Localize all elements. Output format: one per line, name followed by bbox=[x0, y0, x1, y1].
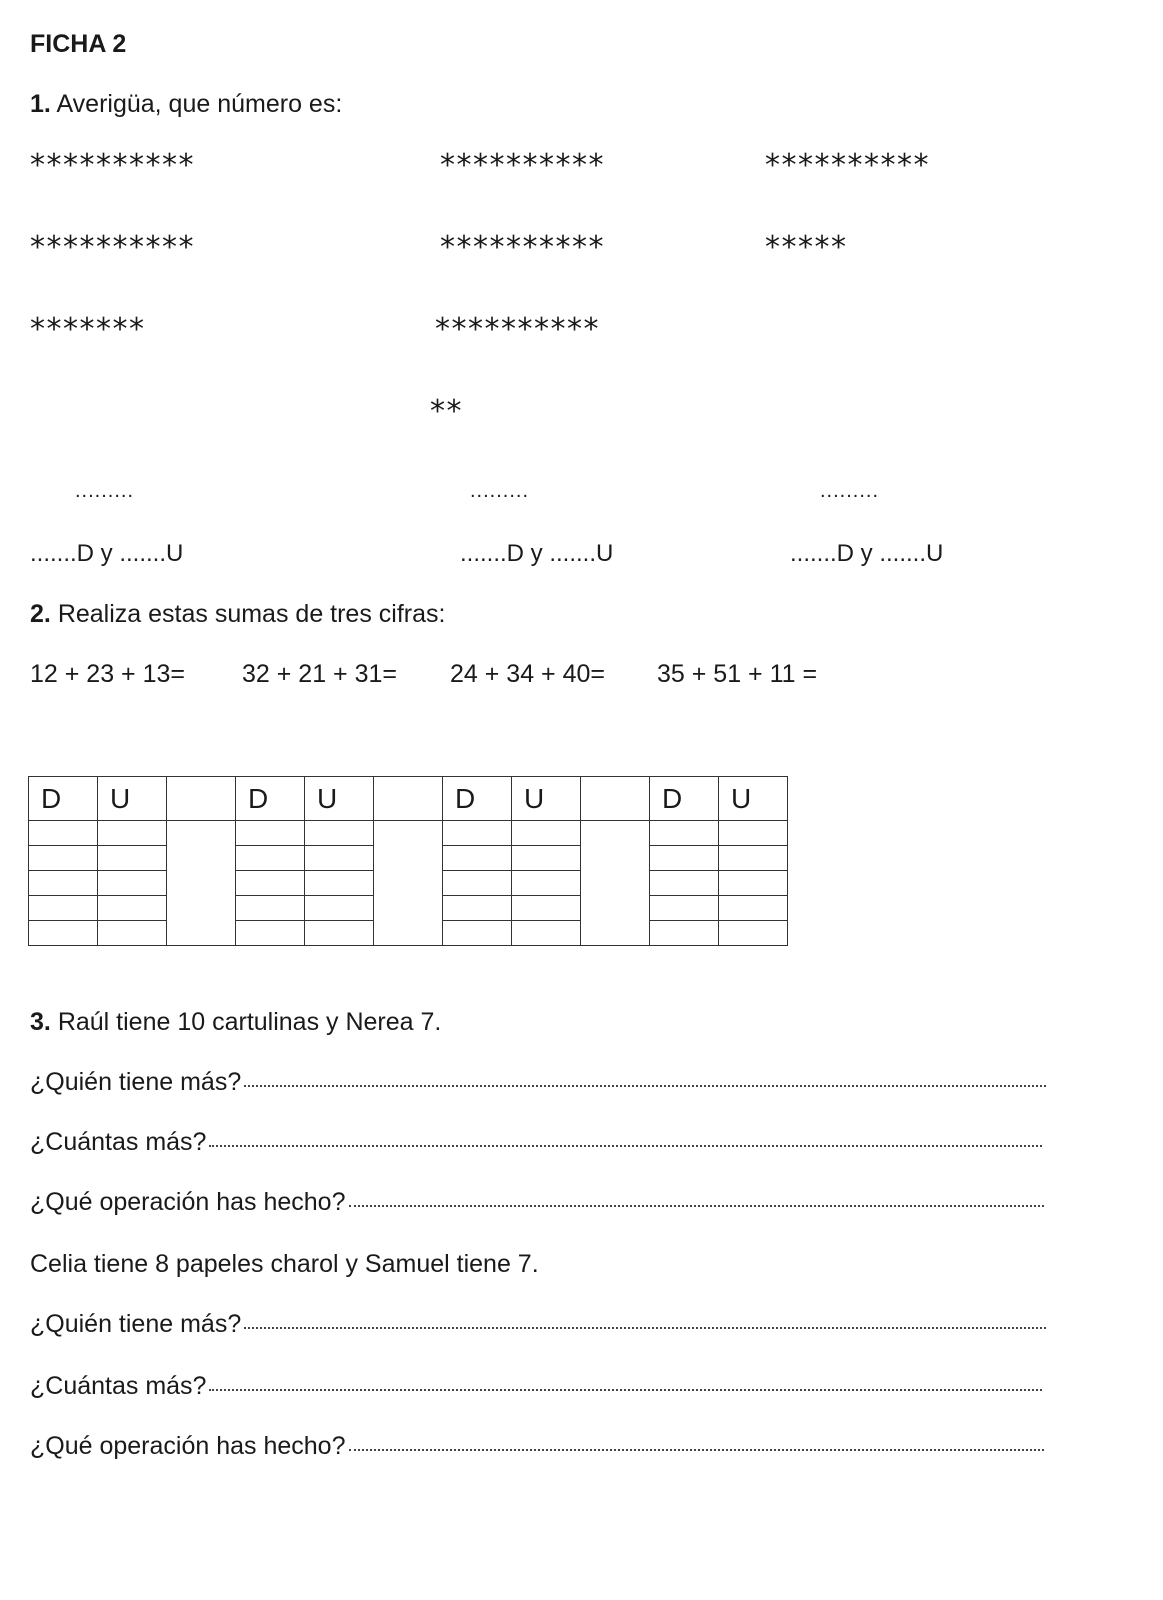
table-cell[interactable] bbox=[650, 896, 719, 921]
answer-line[interactable] bbox=[349, 1448, 1045, 1451]
question-how-many-b bbox=[30, 1372, 1042, 1401]
table-cell[interactable] bbox=[98, 896, 167, 921]
table-cell[interactable] bbox=[443, 921, 512, 946]
table-cell[interactable] bbox=[29, 896, 98, 921]
table-cell[interactable] bbox=[236, 921, 305, 946]
table-cell[interactable] bbox=[98, 846, 167, 871]
header-d-4: D bbox=[650, 777, 719, 821]
problem-2-text: Celia tiene 8 papeles charol y Samuel tiene 7. bbox=[30, 1250, 539, 1278]
header-u-3: U bbox=[512, 777, 581, 821]
star-group-1-row-3: ******* bbox=[30, 312, 146, 347]
star-group-3-row-1: ********** bbox=[765, 148, 930, 183]
answer-blank-1[interactable]: ......... bbox=[75, 480, 135, 502]
question-who-more-a bbox=[30, 1068, 1046, 1097]
header-u-4: U bbox=[719, 777, 788, 821]
du-answer-3[interactable]: .......D y .......U bbox=[790, 540, 944, 567]
table-cell[interactable] bbox=[236, 896, 305, 921]
table-cell[interactable] bbox=[98, 821, 167, 846]
sum-4: 35 + 51 + 11 = bbox=[657, 660, 818, 688]
question-how-many-a bbox=[30, 1128, 1042, 1157]
question-label: ¿Quién tiene más? bbox=[30, 1068, 242, 1096]
table-cell[interactable] bbox=[719, 896, 788, 921]
table-gap bbox=[581, 777, 650, 821]
table-cell[interactable] bbox=[719, 921, 788, 946]
header-d-2: D bbox=[236, 777, 305, 821]
table-cell[interactable] bbox=[98, 871, 167, 896]
table-cell[interactable] bbox=[512, 896, 581, 921]
table-cell[interactable] bbox=[443, 871, 512, 896]
table-cell[interactable] bbox=[650, 821, 719, 846]
exercise-2-number: 2. bbox=[30, 600, 51, 628]
table-cell[interactable] bbox=[650, 871, 719, 896]
exercise-1-number: 1. bbox=[30, 90, 51, 118]
table-row bbox=[29, 821, 788, 846]
table-cell[interactable] bbox=[512, 821, 581, 846]
table-cell[interactable] bbox=[236, 846, 305, 871]
exercise-3-number: 3. bbox=[30, 1008, 51, 1036]
table-cell[interactable] bbox=[719, 846, 788, 871]
question-label: ¿Qué operación has hecho? bbox=[30, 1432, 346, 1460]
table-cell[interactable] bbox=[236, 821, 305, 846]
question-label: ¿Quién tiene más? bbox=[30, 1310, 242, 1338]
table-cell[interactable] bbox=[443, 821, 512, 846]
question-label: ¿Qué operación has hecho? bbox=[30, 1188, 346, 1216]
answer-line[interactable] bbox=[244, 1326, 1046, 1329]
table-gap bbox=[374, 777, 443, 821]
header-d-1: D bbox=[29, 777, 98, 821]
question-label: ¿Cuántas más? bbox=[30, 1128, 207, 1156]
place-value-table bbox=[28, 776, 788, 946]
table-cell[interactable] bbox=[236, 871, 305, 896]
table-cell[interactable] bbox=[29, 871, 98, 896]
table-cell[interactable] bbox=[98, 921, 167, 946]
sum-3: 24 + 34 + 40= bbox=[450, 660, 606, 688]
star-group-3-row-2: ***** bbox=[765, 230, 848, 265]
question-label: ¿Cuántas más? bbox=[30, 1372, 207, 1400]
question-operation-a bbox=[30, 1188, 1044, 1217]
sum-2: 32 + 21 + 31= bbox=[242, 660, 398, 688]
table-gap bbox=[167, 821, 236, 946]
table-cell[interactable] bbox=[650, 846, 719, 871]
sum-1: 12 + 23 + 13= bbox=[30, 660, 186, 688]
table-cell[interactable] bbox=[29, 821, 98, 846]
table-cell[interactable] bbox=[305, 921, 374, 946]
star-group-1-row-1: ********** bbox=[30, 148, 195, 183]
page-title: FICHA 2 bbox=[30, 30, 127, 58]
du-answer-2[interactable]: .......D y .......U bbox=[460, 540, 614, 567]
answer-line[interactable] bbox=[349, 1204, 1045, 1207]
table-cell[interactable] bbox=[29, 921, 98, 946]
answer-blank-3[interactable]: ......... bbox=[820, 480, 880, 502]
table-cell[interactable] bbox=[443, 896, 512, 921]
table-cell[interactable] bbox=[305, 896, 374, 921]
star-group-2-row-4: ** bbox=[430, 394, 463, 429]
exercise-2-text: Realiza estas sumas de tres cifras: bbox=[57, 600, 446, 628]
table-cell[interactable] bbox=[305, 871, 374, 896]
star-group-2-row-1: ********** bbox=[440, 148, 605, 183]
header-u-2: U bbox=[305, 777, 374, 821]
question-who-more-b bbox=[30, 1310, 1046, 1339]
table-cell[interactable] bbox=[512, 921, 581, 946]
table-header-row bbox=[29, 777, 788, 821]
table-cell[interactable] bbox=[305, 821, 374, 846]
header-u-1: U bbox=[98, 777, 167, 821]
table-cell[interactable] bbox=[305, 846, 374, 871]
answer-line[interactable] bbox=[244, 1084, 1046, 1087]
exercise-1-heading bbox=[30, 90, 342, 119]
table-cell[interactable] bbox=[650, 921, 719, 946]
header-d-3: D bbox=[443, 777, 512, 821]
question-operation-b bbox=[30, 1432, 1044, 1461]
exercise-3-text: Raúl tiene 10 cartulinas y Nerea 7. bbox=[57, 1008, 442, 1036]
table-cell[interactable] bbox=[719, 871, 788, 896]
star-group-2-row-2: ********** bbox=[440, 230, 605, 265]
du-answer-1[interactable]: .......D y .......U bbox=[30, 540, 184, 567]
table-cell[interactable] bbox=[512, 871, 581, 896]
exercise-1-text: Averigüa, que número es: bbox=[56, 90, 343, 118]
answer-line[interactable] bbox=[209, 1388, 1042, 1391]
table-gap bbox=[167, 777, 236, 821]
table-cell[interactable] bbox=[443, 846, 512, 871]
table-cell[interactable] bbox=[29, 846, 98, 871]
table-gap bbox=[374, 821, 443, 946]
exercise-2-heading bbox=[30, 600, 445, 629]
star-group-1-row-2: ********** bbox=[30, 230, 195, 265]
table-cell[interactable] bbox=[719, 821, 788, 846]
answer-line[interactable] bbox=[209, 1144, 1042, 1147]
table-gap bbox=[581, 821, 650, 946]
table-cell[interactable] bbox=[512, 846, 581, 871]
exercise-3-heading bbox=[30, 1008, 441, 1037]
star-group-2-row-3: ********** bbox=[435, 312, 600, 347]
answer-blank-2[interactable]: ......... bbox=[470, 480, 530, 502]
